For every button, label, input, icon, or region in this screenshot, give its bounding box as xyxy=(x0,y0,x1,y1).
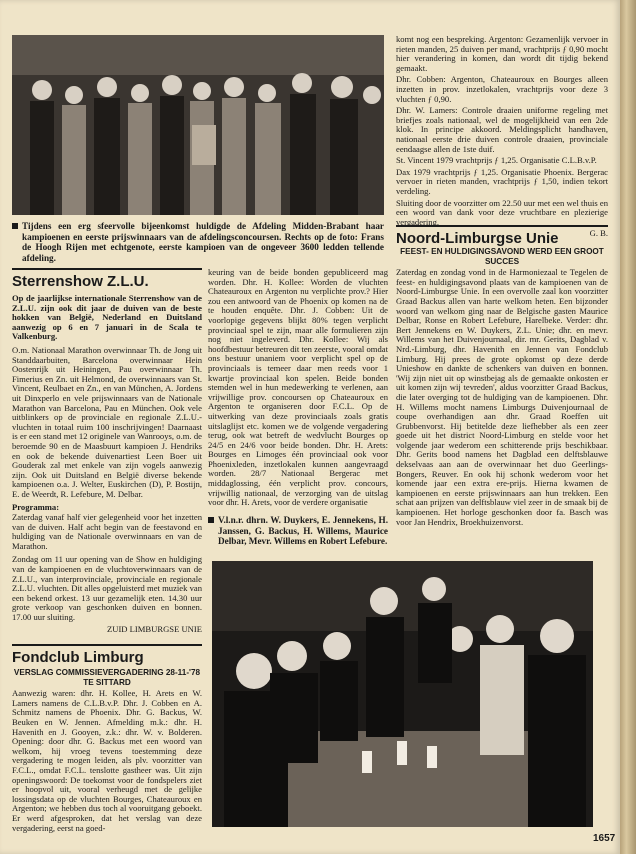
section-title: Noord-Limburgse Unie xyxy=(396,230,559,247)
sterrenshow-article xyxy=(12,268,202,636)
top-photo-caption xyxy=(12,221,384,263)
bottom-caption-text: V.l.n.r. dhrn. W. Duykers, E. Jennekens, H. Janssen, G. Backus, H. Willems, Maurice Delbar, Mevr. Willems en Robert Lefebure. xyxy=(218,515,388,547)
fondclub-article xyxy=(12,644,202,835)
section-rule xyxy=(12,644,202,646)
paragraph: Sluiting door de voorzitter om 22.50 uur met een wel thuis en een woord van dank voor deze vruchtbare en plezierige vergadering. xyxy=(396,197,608,227)
article-body: keuring van de beide bonden gepubliceerd mag worden. Dhr. H. Kollee: Worden de vluchten Chateauroux en Argenton nu verplichte prov.? Hier zou een antwoord van de Phoenix op komen na de te houden enquête. Dhr. J. Cobben: Uit de voorlopige gegevens blijkt 80% tegen verplicht provinciaal spel te zijn, maar alle formulieren zijn nog niet ingeleverd. Dhr. Kollee: Wij als hoofdbestuur betreuren dit ten zeerste, vooral omdat ons bestuur unaniem voor verplicht spel op de provinciaals is temeer daar men reeds voor 1 kwartje provinciaal kon spelen. Beide bonden stemden wel in hun medewerking te verlenen, aan vrijwillige prov. concoursen op Chateauroux en Argenton te organiseren door F.C.L. Op de uitwerking van deze provinciaals zoals gratis uitslaglijst etc. komen we de volgende vergadering terug, ook wat betreft de wedvlucht Bourges op 24/5 en 24/6 voor beide bonden. Dhr. H. Arets: Bourges en Limoges één provinciaal ook voor Phoenixleden, inzetlokalen kunnen aangevraagd worden. 28/7 Nationaal Bergerac met middaglossing, één verplicht prov. concours, vrijwillig nationaal, de verzorging van de uitslag voor dhr. H. Arets, voor de verdere organisatie xyxy=(208,267,388,508)
article-body: Aanwezig waren: dhr. H. Kollee, H. Arets en W. Lamers namens de C.L.B.v.P. Dhr. J. Cobben en A. Schmitz namens de Phoenix. Dhr. G. Backus, W. Beuken en W. Jennen. Afmelding m.k.: dhr. H. Havenith en J. Gooyen, z.k.: dhr. W. v. Bolderen. Opening: door dhr. G. Backus met een woord van welkom, hij vroeg tevens toestemming deze vergadering te mogen leiden, als plv. voorzitter van F.C.L., omdat F.C.L. tenslotte gastheer was. Uit zijn openingswoord: De toekomst voor de fondspelers ziet er hoopvol uit, vooral verheugd met de gelijke lossingsdata op de vluchten Bourges, Chateauroux en Argenton; we hebben dus toch al vooruitgang geboekt. Er werd afgesproken, dat het verslag van deze vergadering, eerst na goed- xyxy=(12,688,202,833)
dinner-photo-image xyxy=(212,561,593,827)
section-rule xyxy=(12,268,202,270)
bullet-icon xyxy=(208,517,214,523)
paragraph: Dax 1979 vrachtprijs ƒ 1,25. Organisatie Phoenix. Bergerac vervoer in rieten manden, vrachtprijs ƒ 1,50, indien tekort verdeling. xyxy=(396,166,608,196)
article-body: O.m. Nationaal Marathon overwinnaar Th. de Jong uit Standdaarbuiten, Barcelona overwinnaar Hein Oostenrijk uit Heiningen, Pau overwinnaar Th. Fimerius en Zn. uit Helmond, de overwinnaars van St. Vincent, Reulbaet en Zn., en van München, A. Jordens uit Dinxperlo en vele prijswinnaars van de Nationale Marathon van Barcelona, Pau en München. Ook vele uitblinkers op de provinciale en regionale Z.L.U.-vluchten in totaal ruim 100 inschrijvingen! Daarnaast is er een stand met 12 originele van Wanrooys, o.m. de beroemde 90 en de Maasbuurt kampioen J. Hendriks en ook de bekende duivenartiest Leen Boer uit Gouderak zal met enkele van zijn vogels aanwezig zijn. Ook uit Duitsland en België diverse bekende kampioenen o.a. J. Welter, Euskirchen (D), P. Bostijn, E. de Weerdt, R. Lefebure, M. Delbar. xyxy=(12,344,202,499)
paragraph: komt nog een bespreking. Argenton: Gezamenlijk vervoer in rieten manden, 25 duiven per mand, vrachtprijs ƒ 0,90 mocht hier verandering in komen, dan wordt dit tijdig bekend gemaakt. xyxy=(396,34,608,73)
program-label: Programma: xyxy=(12,502,60,513)
page-edge xyxy=(620,0,636,854)
bullet-icon xyxy=(12,223,18,229)
paragraph: St. Vincent 1979 vrachtprijs ƒ 1,25. Organisatie C.L.B.v.P. xyxy=(396,155,597,166)
article-intro: Op de jaarlijkse internationale Sterrenshow van de Z.L.U. zijn ook dit jaar de duiven van de beste hokken van België, Nederland en Duitsland aanwezig op 6 en 7 januari in de Scala te Valkenburg. xyxy=(12,293,202,342)
section-title: Fondclub Limburg xyxy=(12,649,144,666)
section-subtitle: FEEST- EN HULDIGINGSAVOND WERD EEN GROOT SUCCES xyxy=(400,247,604,266)
sunday-program: Zondag om 11 uur opening van de Show en huldiging van de kampioenen en de vluchtoverwinnaars van de Z.L.U., van interprovinciale, provinciale en regionale Z.L.U. vluchten. Dit alles opgeluisterd met muziek van een bekend orkest. 13 uur gezamelijk eten. 14.30 uur grote verkoop van geschonken duiven en bonnen. 17.00 uur sluiting. xyxy=(12,554,202,622)
signature: G. B. xyxy=(589,228,608,239)
page-number: 1657 xyxy=(593,833,616,844)
noord-limburg-article xyxy=(396,225,608,529)
program-text: Zaterdag vanaf half vier gelegenheid voor het inzetten van de duiven. Half acht begin van de feestavond en huldiging van de Nationale overwinnaars en van de Marathon. xyxy=(12,512,202,551)
group-photo-image xyxy=(12,35,384,215)
paragraph: Dhr. Cobben: Argenton, Chateauroux en Bourges alleen inzetten in prov. inzetlokalen, vrachtprijs voor deze 3 vluchten ƒ 0,90. xyxy=(396,74,608,104)
top-caption-text: Tijdens een erg sfeervolle bijeenkomst huldigde de Afdeling Midden-Brabant haar kampioenen en eerste prijswinnaars van de afdelingsconcoursen. Rechts op de foto: Frans de Hoogh Rijen met echtgenote, eerste kampioen van de ongeveer 3600 ledden tellende afdeling. xyxy=(22,221,384,263)
top-photo xyxy=(12,35,384,215)
signature: ZUID LIMBURGSE UNIE xyxy=(106,623,202,634)
bottom-photo-caption xyxy=(208,515,388,547)
bottom-photo xyxy=(212,561,593,827)
right-top-column xyxy=(396,35,608,241)
section-subtitle: VERSLAG COMMISSIEVERGADERING 28-11-'78 TE SITTARD xyxy=(13,668,201,687)
article-body: Zaterdag en zondag vond in de Harmoniezaal te Tegelen de feest- en huldigingsavond plaats van de kampioenen van de Noord-Limburgse Unie. In een overvolle zaal kon voorzitter Graad Backus allen van harte welkom heten. Een bijzonder woord van welkom ging naar de Belgische gasten Maurice Delbar, Ronse en Robert Lefebure, Harelbeke. Verder: dhr. Bert Jennekens en W. Duykers, Z.L. Unie; dhr. en mevr. Willems van het Duivenjournaal, dir. mr. Gerits, Dagblad v. Nrd.-Limburg, dhr. Havenith en Jennen van Fondclub Limburg. Hij prees de grote opkomst op deze derde Unieshow en dankte de schenkers van duiven en bonnen. 'Wij zijn niet uit op winstbejag als de gemaakte onkosten er uit komen zijn wij tevreden', aldus voorzitter Graad Backus, die later overging tot de huldiging van de kampioenen. Dhr. H. Willems mocht namens Limburgs Duivenjournaal de coupe overhandigen aan dhr. Graad Roeffen uit Grubbenvorst. Hij betitelde deze liefhebber als een zeer goede uit het district Noord-Limburg en stelde voor het volgende jaar wederom een schitterende prijs beschikbaar. Dhr. Gerits bood namens het Dagblad een delftsblauwe dekselvaas aan aan de overwinnaar het duo Geerlings-Bongers, Reuver. En ook hij schonk wederom voor het komende jaar een extra ere-prijs. Hierna kwamen de kampioenen en eerste prijswinnaars aan hun trekken. Een schat aan prijzen van delftsblauw viel zeer in de smaak bij de kampioenen. Het horloge geschonken door fa. Basch was voor Jan Hendrix, Broekhuizenvorst. xyxy=(396,267,608,527)
section-rule xyxy=(396,225,608,227)
paragraph: Dhr. W. Lamers: Controle draaien uniforme regeling met briefjes zoals nationaal, wel de mogelijkheid van een 2de klok. In principe akkoord. Meldingsplicht handhaven, nationaal eerste drie duiven controle draaien, provinciale eendaagse allen de 1ste duif. xyxy=(396,105,608,154)
section-title: Sterrenshow Z.L.U. xyxy=(12,273,149,290)
middle-column xyxy=(208,268,388,510)
